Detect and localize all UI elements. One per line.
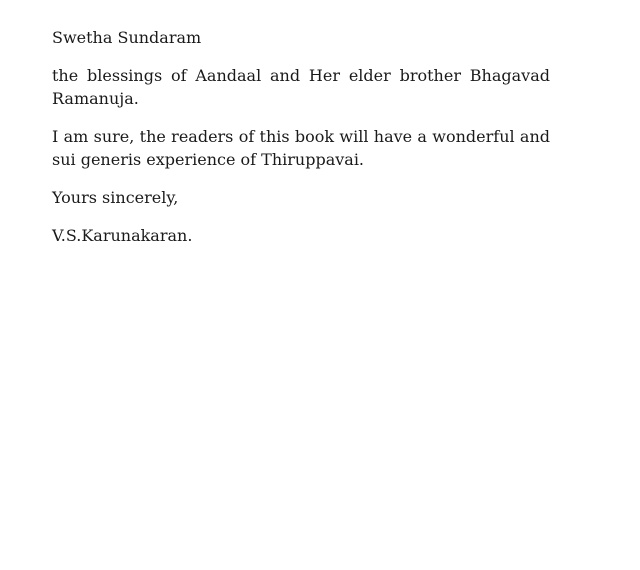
- signature-line: V.S.Karunakaran.: [52, 226, 193, 245]
- closing-line: Yours sincerely,: [52, 188, 179, 207]
- document-body: [52, 26, 550, 262]
- paragraph-blessings: the blessings of Aandaal and Her elder brother Bhagavad Ramanuja.: [52, 66, 550, 108]
- paragraph-readers: I am sure, the readers of this book will have a wonderful and sui generis experience of Thiruppavai.: [52, 127, 550, 169]
- header-line: Swetha Sundaram: [52, 28, 202, 47]
